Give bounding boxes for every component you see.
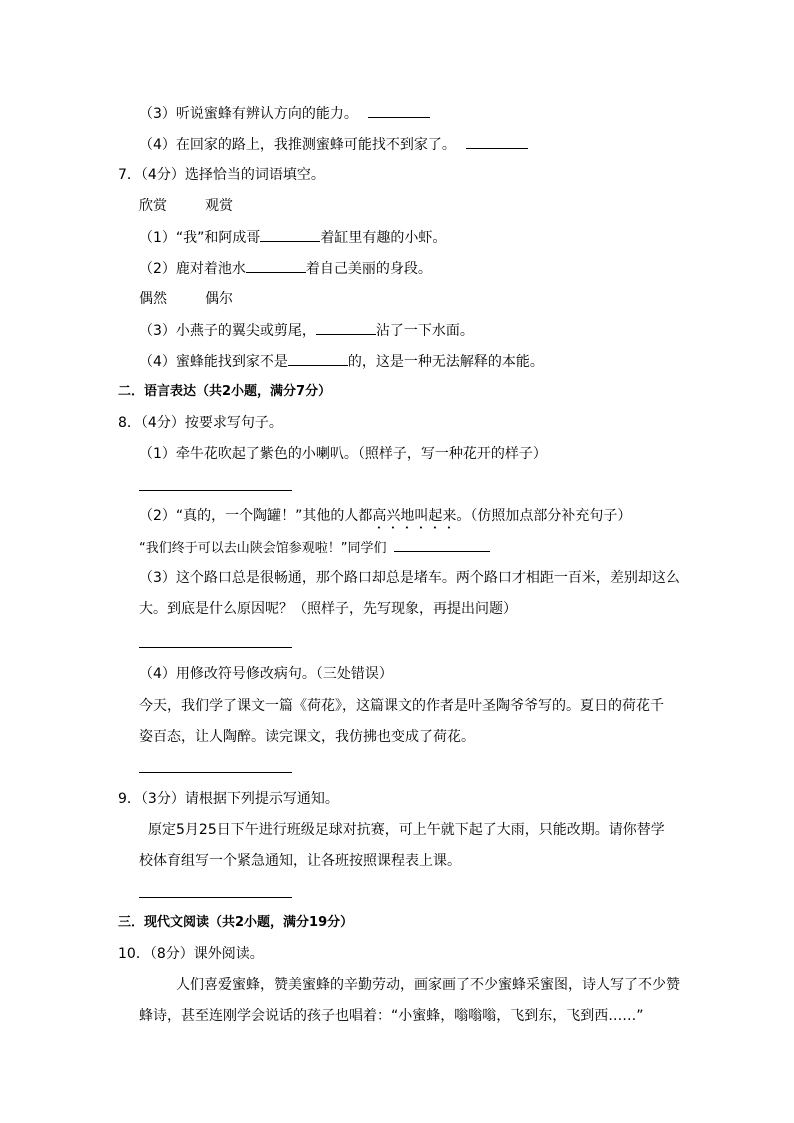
q8-header: 8．（4分）按要求写句子。	[118, 415, 283, 431]
q8-item-2-prompt: “我们终于可以去山陕会馆参观啦！”同学们	[139, 537, 490, 557]
answer-line[interactable]	[139, 897, 292, 898]
q7-word-options-2: 偶然 偶尔	[139, 291, 233, 307]
q8-item-4-passage-line-2: 姿百态，让人陶醉。读完课文，我仿拂也变成了荷花。	[139, 729, 475, 745]
answer-blank[interactable]	[316, 320, 376, 335]
q7-item-2: （2）鹿对着池水 着自己美丽的身段。	[139, 258, 432, 278]
q7-item-1: （1）“我”和阿成哥 着缸里有趣的小虾。	[139, 227, 446, 247]
q10-header: 10．（8分）课外阅读。	[118, 946, 264, 962]
q8-item-4: （4）用修改符号修改病句。（三处错误）	[139, 666, 393, 682]
q7-word-options-1: 欣赏 观赏	[139, 198, 233, 214]
section-2-title: 二．语言表达（共2小题，满分7分）	[118, 384, 332, 399]
q9-prompt-line-1: 原定5月25日下午进行班级足球对抗赛，可上午就下起了大雨，只能改期。请你替学	[148, 822, 665, 838]
q10-passage-line-2: 蜂诗，甚至连刚学会说话的孩子也唱着：“小蜜蜂，嗡嗡嗡，飞到东，飞到西……”	[139, 1008, 644, 1024]
answer-blank[interactable]	[288, 351, 348, 366]
q6-item-3: （3）听说蜜蜂有辨认方向的能力。	[139, 103, 430, 123]
answer-blank[interactable]	[368, 103, 430, 118]
q8-item-2: （2）“真的，一个陶罐！”其他的人都高兴地叫起来。（仿照加点部分补充句子）	[139, 508, 632, 524]
q7-item-4: （4）蜜蜂能找到家不是 的，这是一种无法解释的本能。	[139, 351, 544, 371]
answer-blank[interactable]	[466, 134, 528, 149]
q7-header: 7．（4分）选择恰当的词语填空。	[118, 167, 325, 183]
q9-prompt-line-2: 校体育组写一个紧急通知，让各班按照课程表上课。	[139, 853, 461, 869]
answer-line[interactable]	[139, 647, 292, 648]
q10-passage-line-1: 人们喜爱蜜蜂，赞美蜜蜂的辛勤劳动，画家画了不少蜜蜂采蜜图，诗人写了不少赞	[176, 977, 680, 993]
emphasized-text: 高兴地叫起来	[372, 508, 457, 524]
answer-blank[interactable]	[260, 227, 320, 242]
q9-header: 9．（3分）请根据下列提示写通知。	[118, 791, 339, 807]
answer-blank[interactable]	[394, 537, 490, 552]
answer-line[interactable]	[139, 490, 292, 491]
answer-blank[interactable]	[246, 258, 306, 273]
q6-item-4: （4）在回家的路上，我推测蜜蜂可能找不到家了。	[139, 134, 528, 154]
section-3-title: 三．现代文阅读（共2小题，满分19分）	[118, 915, 354, 930]
q7-item-3: （3）小燕子的翼尖或剪尾， 沾了一下水面。	[139, 320, 474, 340]
q8-item-1: （1）牵牛花吹起了紫色的小喇叭。（照样子，写一种花开的样子）	[139, 446, 547, 462]
answer-line[interactable]	[139, 772, 292, 773]
q8-item-3-line-1: （3）这个路口总是很畅通，那个路口却总是堵车。两个路口才相距一百米，差别却这么	[139, 570, 680, 586]
q8-item-3-line-2: 大。到底是什么原因呢？（照样子，先写现象，再提出问题）	[139, 601, 517, 617]
q8-item-4-passage-line-1: 今天，我们学了课文一篇《荷花》，这篇课文的作者是叶圣陶爷爷写的。夏日的荷花千	[139, 698, 664, 714]
